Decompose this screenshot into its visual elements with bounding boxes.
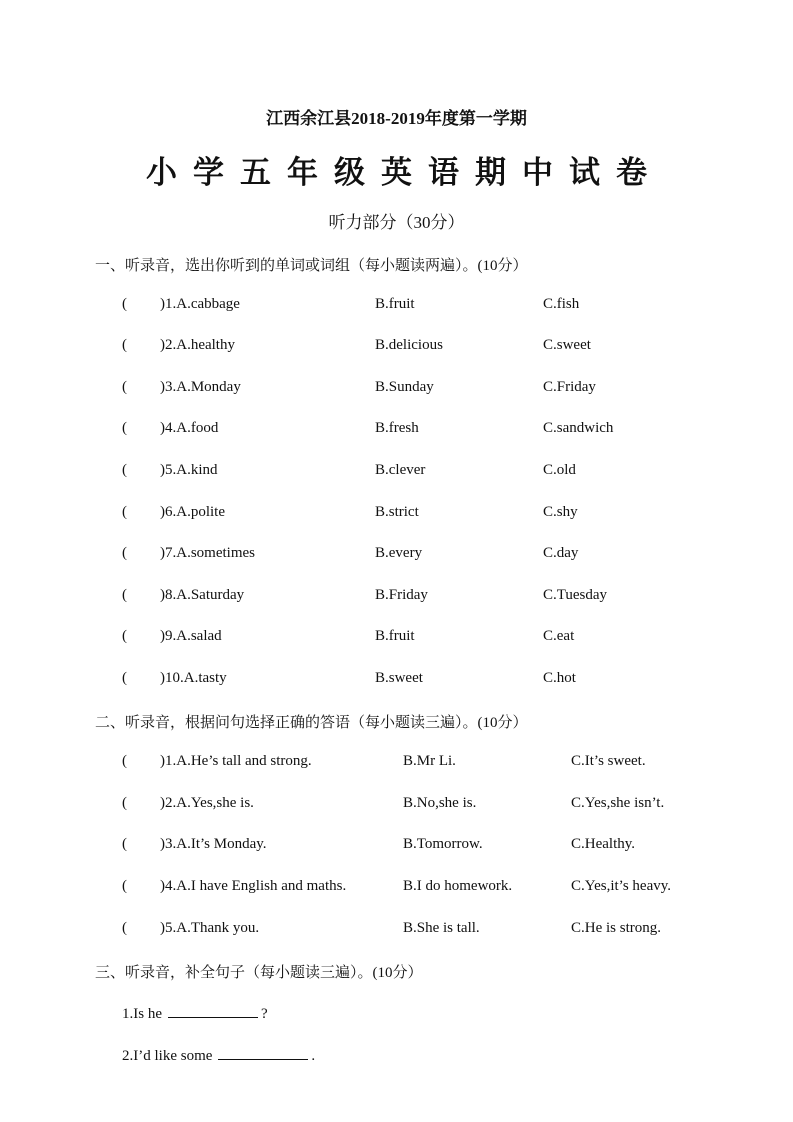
question-row [0,545,793,567]
sentence-end: ? [261,1006,268,1022]
option-a: )5.A.kind [160,462,218,478]
option-b: B.Mr Li. [403,753,456,769]
option-b: B.No,she is. [403,795,477,811]
answer-paren[interactable]: ( [122,878,127,894]
option-c: C.shy [543,504,578,520]
option-a: )7.A.sometimes [160,545,255,561]
fill-sentence [122,1003,268,1023]
answer-paren[interactable]: ( [122,920,127,936]
option-b: B.every [375,545,423,561]
option-a: )6.A.polite [160,504,225,520]
question-row [0,878,793,900]
option-b: B.fruit [375,296,415,312]
answer-paren[interactable]: ( [122,753,127,769]
answer-paren[interactable]: ( [122,420,127,436]
option-c: C.Healthy. [571,836,636,852]
option-b: B.delicious [375,337,443,353]
option-b: B.fresh [375,420,419,436]
option-a: )1.A.cabbage [160,296,240,312]
question-row [0,628,793,650]
option-a: )9.A.salad [160,628,222,644]
option-b: B.clever [375,462,426,478]
option-a: )5.A.Thank you. [160,920,260,936]
sentence-start: 2.I’d like some [122,1048,213,1064]
question-row [0,337,793,359]
option-c: C.day [543,545,579,561]
option-b: B.Tomorrow. [403,836,483,852]
option-a: )2.A.Yes,she is. [160,795,254,811]
question-row [0,753,793,775]
answer-blank[interactable] [168,1003,258,1018]
answer-paren[interactable]: ( [122,462,127,478]
option-c: C.sweet [543,337,591,353]
exam-title: 小学五年级英语期中试卷 [146,155,663,190]
exam-school-term: 江西余江县2018-2019年度第一学期 [266,109,527,128]
answer-paren[interactable]: ( [122,628,127,644]
question-row [0,670,793,692]
option-a: )4.A.food [160,420,219,436]
option-c: C.It’s sweet. [571,753,646,769]
question-row [0,420,793,442]
option-a: )3.A.It’s Monday. [160,836,267,852]
section-2-heading: 二、听录音，根据问句选择正确的答语（每小题读三遍）。(10分） [95,715,528,731]
option-c: C.sandwich [543,420,614,436]
option-c: C.hot [543,670,576,686]
option-c: C.old [543,462,576,478]
question-row [0,462,793,484]
answer-blank[interactable] [218,1045,308,1060]
section-3-heading: 三、听录音，补全句子（每小题读三遍）。(10分） [95,965,423,981]
sentence-end: . [311,1048,316,1064]
answer-paren[interactable]: ( [122,545,127,561]
answer-paren[interactable]: ( [122,337,127,353]
sentence-start: 1.Is he [122,1006,162,1022]
answer-paren[interactable]: ( [122,670,127,686]
answer-paren[interactable]: ( [122,379,127,395]
answer-paren[interactable]: ( [122,836,127,852]
option-a: )2.A.healthy [160,337,235,353]
question-row [0,379,793,401]
option-c: C.eat [543,628,575,644]
option-b: B.Friday [375,587,428,603]
option-c: C.fish [543,296,580,312]
question-row [0,296,793,318]
question-row [0,795,793,817]
question-row [0,920,793,942]
option-b: B.fruit [375,628,415,644]
option-b: B.sweet [375,670,423,686]
listening-part-title: 听力部分（30分） [328,213,465,232]
option-c: C.Yes,she isn’t. [571,795,665,811]
question-row [0,587,793,609]
option-a: )4.A.I have English and maths. [160,878,347,894]
option-c: C.Tuesday [543,587,608,603]
section-1-heading: 一、听录音，选出你听到的单词或词组（每小题读两遍）。(10分） [95,258,528,274]
question-row [0,504,793,526]
option-a: )3.A.Monday [160,379,241,395]
fill-sentence [122,1045,315,1065]
option-b: B.strict [375,504,419,520]
answer-paren[interactable]: ( [122,795,127,811]
option-b: B.She is tall. [403,920,480,936]
option-a: )10.A.tasty [160,670,227,686]
answer-paren[interactable]: ( [122,587,127,603]
question-row [0,836,793,858]
option-b: B.Sunday [375,379,434,395]
option-b: B.I do homework. [403,878,513,894]
option-a: )8.A.Saturday [160,587,245,603]
option-c: C.He is strong. [571,920,661,936]
option-a: )1.A.He’s tall and strong. [160,753,312,769]
option-c: C.Friday [543,379,596,395]
answer-paren[interactable]: ( [122,504,127,520]
option-c: C.Yes,it’s heavy. [571,878,672,894]
answer-paren[interactable]: ( [122,296,127,312]
